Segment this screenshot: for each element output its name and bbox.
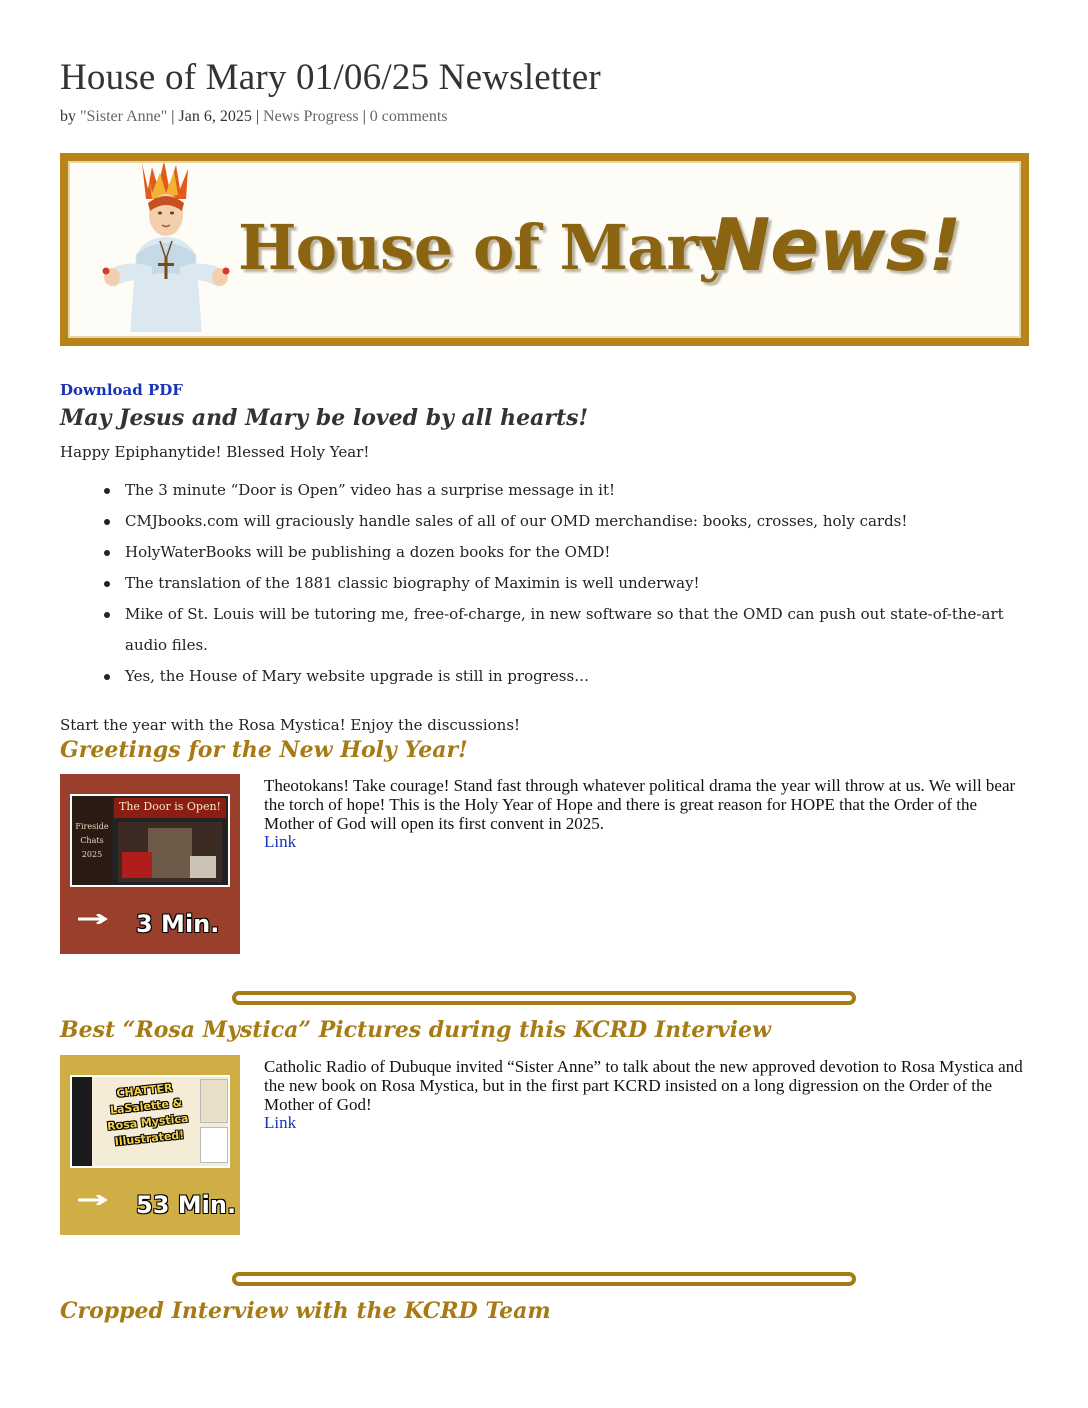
list-item: CMJbooks.com will graciously handle sales of all of our OMD merchandise: books, crosses, holy cards! bbox=[100, 506, 1030, 537]
list-item: The 3 minute “Door is Open” video has a surprise message in it! bbox=[100, 475, 1030, 506]
arrow-right-icon bbox=[78, 914, 110, 924]
section-link-rosa-mystica[interactable]: Link bbox=[264, 1113, 297, 1132]
category-link[interactable]: News Progress bbox=[263, 108, 359, 125]
author-link[interactable]: "Sister Anne" bbox=[80, 108, 168, 125]
video-thumbnail-door-open[interactable] bbox=[60, 774, 240, 954]
list-item: Mike of St. Louis will be tutoring me, free-of-charge, in new software so that the OMD can push out state-of-the-art audio files. bbox=[100, 599, 1030, 661]
post-date: Jan 6, 2025 bbox=[178, 108, 252, 125]
video-duration: 53 Min. bbox=[136, 1191, 237, 1219]
download-pdf-link[interactable]: Download PDF bbox=[60, 381, 183, 399]
section-divider bbox=[232, 991, 856, 1005]
post-meta: by "Sister Anne" | Jan 6, 2025 | News Progress | 0 comments bbox=[60, 108, 448, 125]
closing-text: Start the year with the Rosa Mystica! Enjoy the discussions! bbox=[60, 716, 521, 734]
arrow-right-icon bbox=[78, 1195, 110, 1205]
virgin-mary-illustration bbox=[90, 161, 240, 332]
video-thumbnail-kcrd[interactable] bbox=[60, 1055, 240, 1235]
video-duration: 3 Min. bbox=[136, 910, 220, 938]
list-item: HolyWaterBooks will be publishing a dozen books for the OMD! bbox=[100, 537, 1030, 568]
list-item: Yes, the House of Mary website upgrade is still in progress… bbox=[100, 661, 1030, 692]
newsletter-banner bbox=[60, 153, 1029, 346]
section-text-rosa-mystica: Catholic Radio of Dubuque invited “Sister Anne” to talk about the new approved devotion to Rosa Mystica and the new book on Rosa Mystica, but in the first part KCRD insisted on a long digression on the Order of the Mother of God! bbox=[264, 1057, 1023, 1114]
section-heading-cropped-interview: Cropped Interview with the KCRD Team bbox=[60, 1298, 551, 1324]
section-heading-greetings: Greetings for the New Holy Year! bbox=[60, 737, 468, 763]
page-title: House of Mary 01/06/25 Newsletter bbox=[60, 57, 601, 98]
thumb-title: CHATTER LaSalette & Rosa Mystica Illustrated! bbox=[106, 1081, 189, 1149]
comments-link[interactable]: 0 comments bbox=[369, 108, 448, 125]
list-item: The translation of the 1881 classic biography of Maximin is well underway! bbox=[100, 568, 1030, 599]
motto-heading: May Jesus and Mary be loved by all hearts! bbox=[60, 405, 589, 431]
section-divider bbox=[232, 1272, 856, 1286]
banner-news: News! bbox=[710, 203, 962, 287]
section-link-greetings[interactable]: Link bbox=[264, 832, 297, 851]
greeting-text: Happy Epiphanytide! Blessed Holy Year! bbox=[60, 443, 370, 461]
meta-by: by bbox=[60, 108, 76, 125]
section-heading-rosa-mystica: Best “Rosa Mystica” Pictures during this KCRD Interview bbox=[60, 1017, 771, 1043]
thumb-title: The Door is Open! bbox=[119, 800, 221, 813]
banner-house-of-mary: House of Mary bbox=[238, 211, 734, 284]
section-text-greetings: Theotokans! Take courage! Stand fast through whatever political drama the year will throw at us. We will bear the torch of hope! This is the Holy Year of Hope and there is great reason for HOPE that the Order of the Mother of God will open its first convent in 2025. bbox=[264, 776, 1016, 833]
thumb-side-text: Fireside Chats 2025 bbox=[75, 822, 109, 859]
news-bullet-list bbox=[100, 475, 1030, 692]
